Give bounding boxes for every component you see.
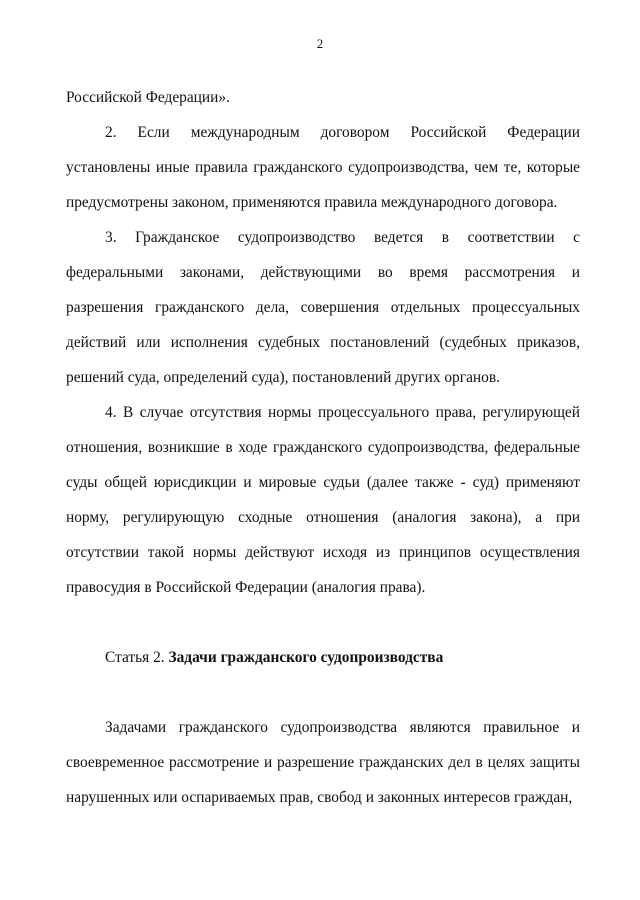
article-heading (105, 640, 443, 675)
paragraph-4: 4. В случае отсутствия нормы процессуального права, регулирующей отношения, возникшие в ходе гражданского судопроизводства, федеральные суды общей юрисдикции и мировые судьи (далее также - суд) применяют норму, регулирующую сходные отношения (аналогия закона), а при отсутствии такой нормы действуют исходя из принципов осуществления правосудия в Российской Федерации (аналогия права). (66, 404, 580, 596)
article-title: Задачи гражданского судопроизводства (168, 649, 444, 666)
article-prefix: Статья 2. (105, 649, 169, 666)
paragraph-2: 2. Если международным договором Российской Федерации установлены иные правила гражданского судопроизводства, чем те, которые предусмотрены законом, применяются правила международного договора. (66, 124, 580, 211)
paragraph-continuation: Российской Федерации». (66, 89, 230, 106)
page-number: 2 (316, 36, 324, 51)
paragraph-article-2: Задачами гражданского судопроизводства являются правильное и своевременное рассмотрение и разрешение гражданских дел в целях защиты нарушенных или оспариваемых прав, свобод и законных интересов граждан, (66, 719, 580, 806)
paragraph-3: 3. Гражданское судопроизводство ведется в соответствии с федеральными законами, действующими во время рассмотрения и разрешения гражданского дела, совершения отдельных процессуальных действий или исполнения судебных постановлений (судебных приказов, решений суда, определений суда), постановлений других органов. (66, 229, 580, 386)
